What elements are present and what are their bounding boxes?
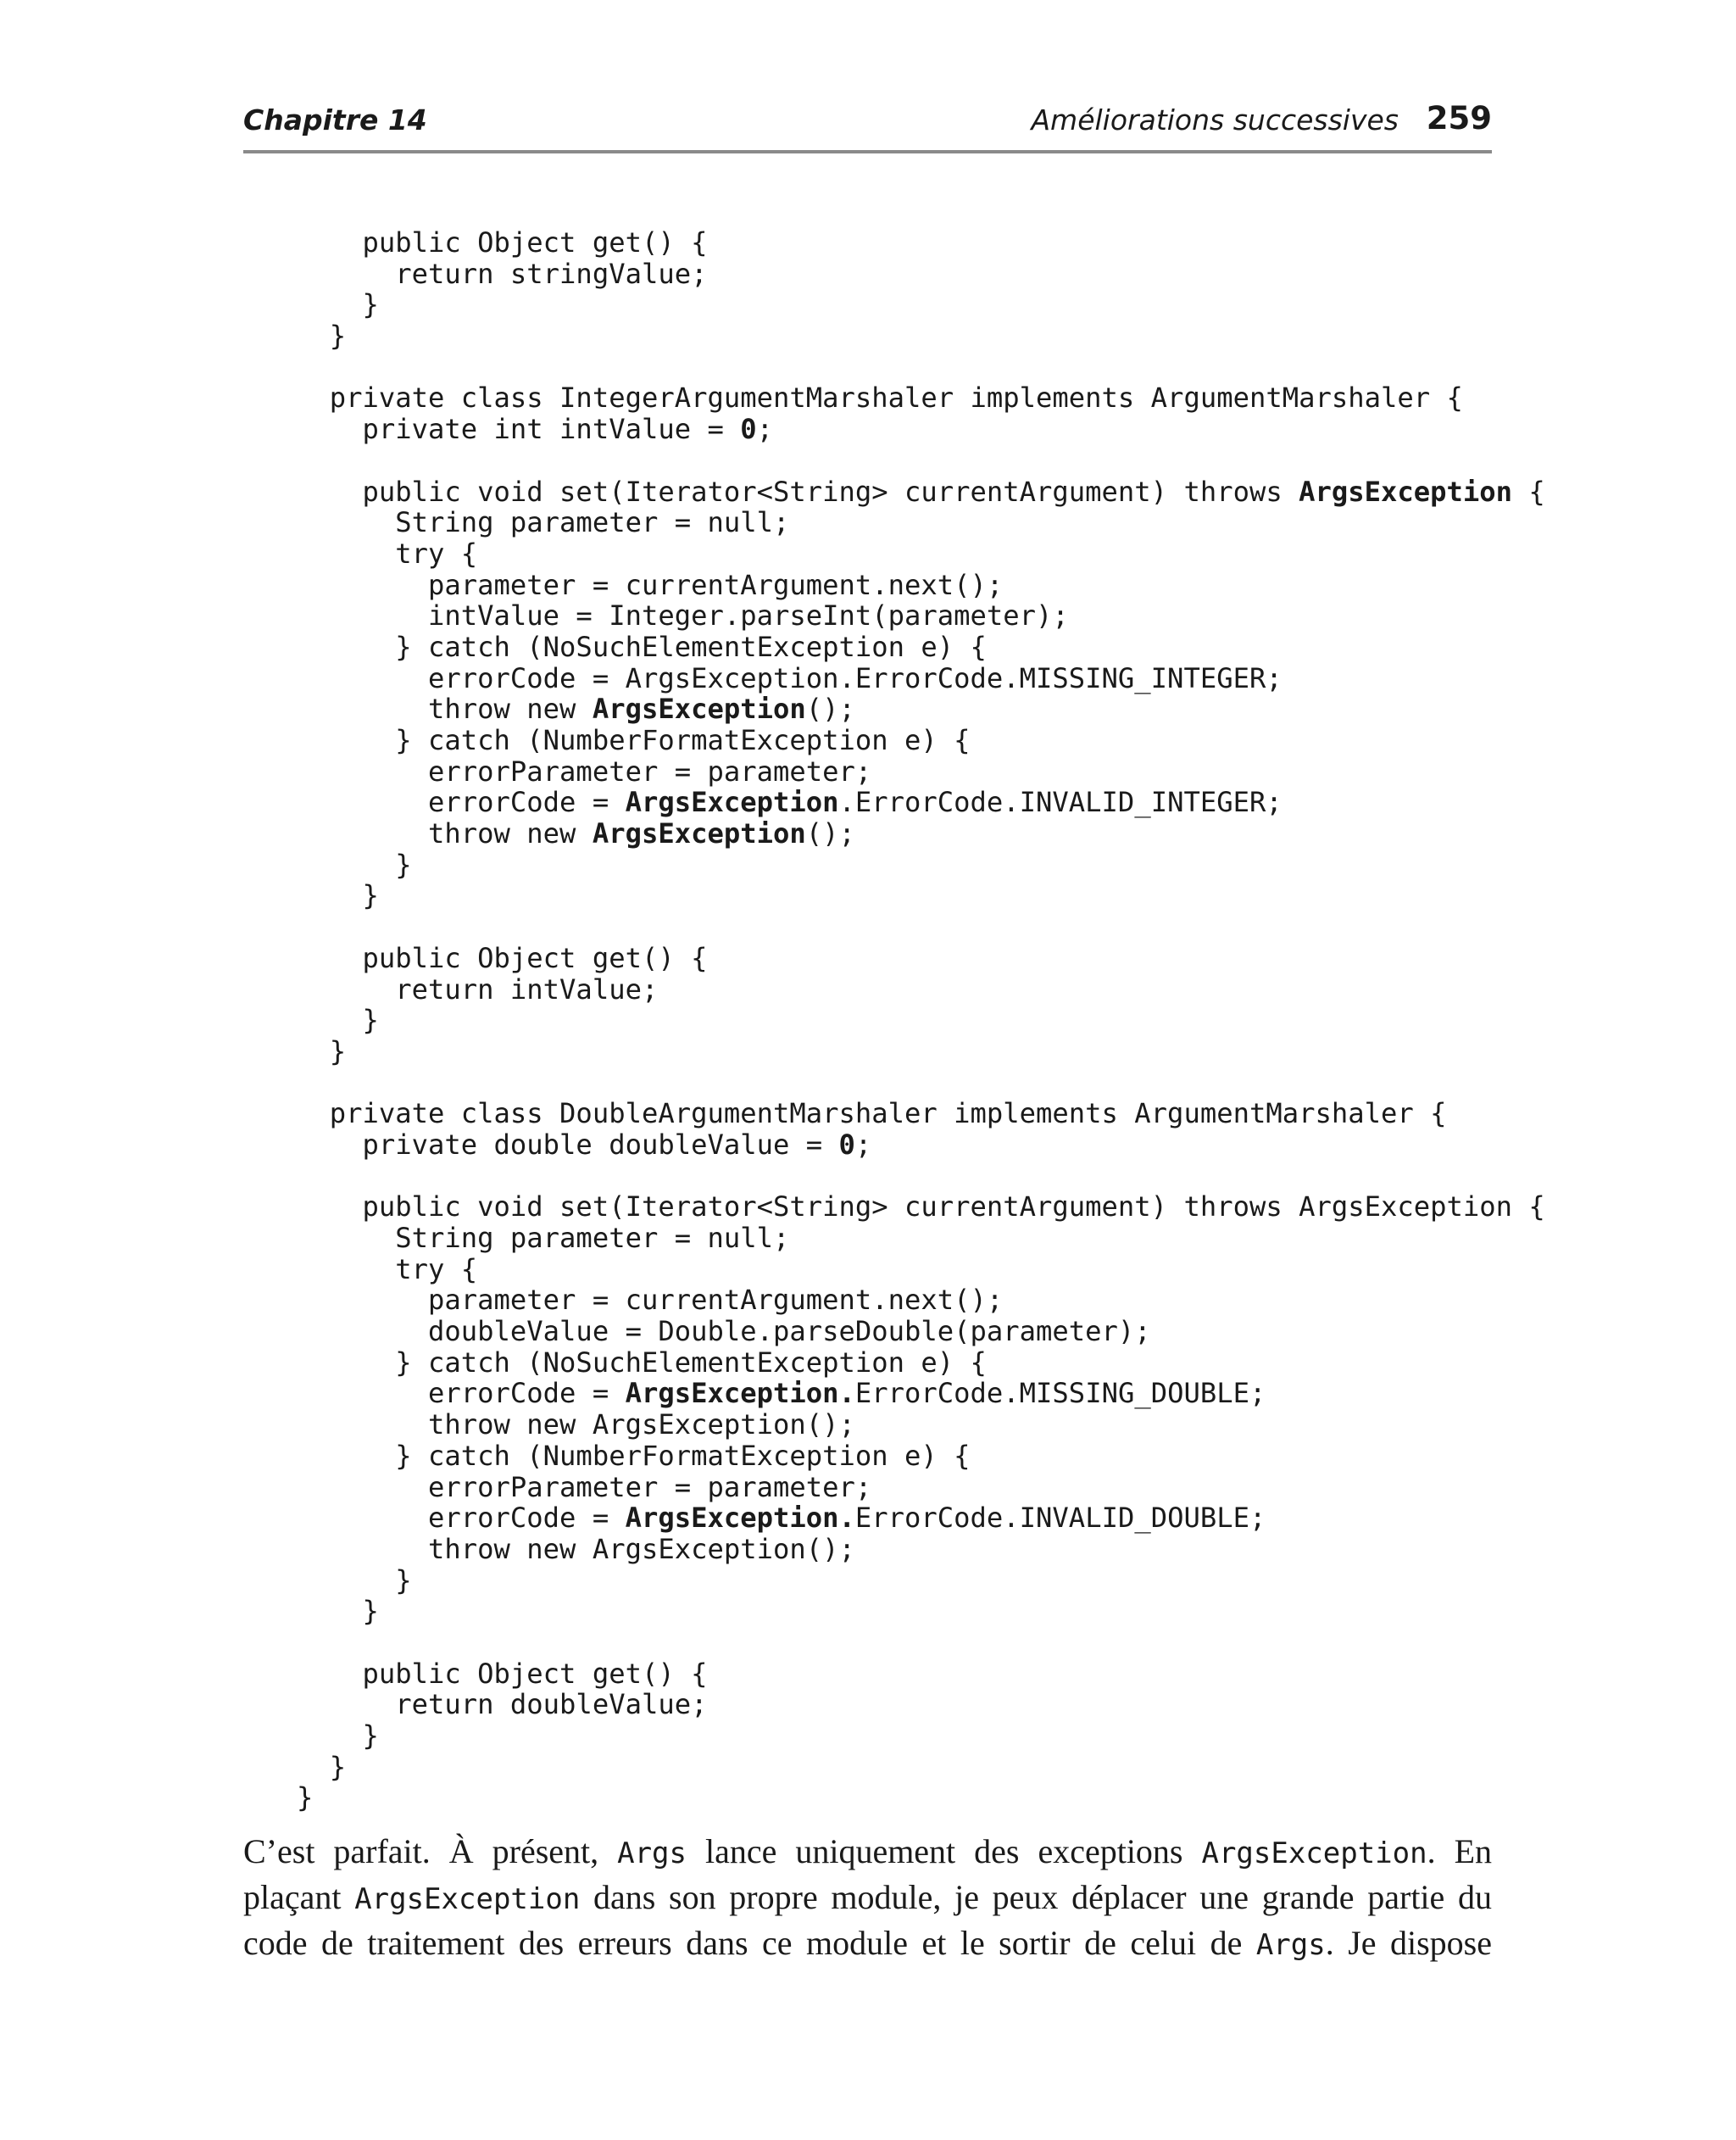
code-token: public void set(Iterator<String> currentArgument) throws ArgsException { [297,1190,1545,1223]
code-line [297,850,1545,881]
paragraph-text: code de traitement des erreurs dans ce module et le sortir de celui de [243,1924,1256,1962]
code-bold-token: ArgsException [592,693,806,726]
inline-code: ArgsException [354,1882,581,1916]
code-token: (); [805,693,855,726]
code-line [297,538,1545,570]
code-line [297,1223,1545,1254]
code-line [297,1005,1545,1036]
inline-code: Args [1255,1928,1326,1962]
code-token: } catch (NoSuchElementException e) { [297,630,987,663]
code-token: .ErrorCode.INVALID_INTEGER; [838,786,1283,819]
code-line [297,1347,1545,1379]
code-token: } [297,1034,347,1067]
code-token: public Object get() { [297,941,708,974]
inline-code: ArgsException [1201,1836,1427,1870]
code-line [297,259,1545,290]
code-token: public void set(Iterator<String> currentArgument) throws [297,475,1299,508]
code-line [297,1191,1545,1223]
code-line [297,1565,1545,1597]
code-line [297,1689,1545,1720]
paragraph-text: dans son propre module, je peux déplacer une grande partie du [580,1878,1493,1916]
code-line [297,1254,1545,1285]
code-line [297,1441,1545,1472]
code-token: String parameter = null; [297,506,790,539]
code-token: try { [297,1252,478,1285]
code-token: throw new [297,817,593,850]
code-line [297,943,1545,974]
code-line [297,911,1545,943]
code-token: throw new ArgsException(); [297,1408,855,1441]
code-token: errorParameter = parameter; [297,755,872,788]
code-line [297,1129,1545,1161]
code-token: public Object get() { [297,1657,708,1690]
code-line [297,1378,1545,1409]
code-line [297,1752,1545,1783]
page-number: 259 [1426,100,1492,137]
chapter-label: Chapitre 14 [243,103,427,137]
code-token: } [297,1563,412,1597]
code-token: parameter = currentArgument.next(); [297,1284,1004,1317]
code-line [297,1658,1545,1690]
code-token: } [297,1719,379,1752]
code-bold-token: ArgsException [625,786,839,819]
code-token: { [1512,475,1545,508]
running-header [243,100,1492,139]
code-line [297,1596,1545,1627]
code-token: } catch (NumberFormatException e) { [297,724,971,756]
code-token: String parameter = null; [297,1222,790,1254]
code-line [297,725,1545,756]
code-line [297,1782,1545,1814]
code-token: } [297,879,379,912]
code-line [297,445,1545,476]
paragraph-line [243,1830,1492,1875]
code-token: ; [756,413,774,446]
code-token: } catch (NumberFormatException e) { [297,1439,971,1472]
code-line [297,787,1545,818]
code-token: intValue = Integer.parseInt(parameter); [297,599,1069,633]
code-line [297,1036,1545,1067]
code-token: private int intValue = [297,413,741,446]
code-line [297,320,1545,352]
code-token: } [297,288,379,321]
paragraph-text: . Je dispose [1325,1924,1492,1962]
code-token: public Object get() { [297,226,708,259]
code-token: try { [297,537,478,570]
paragraph-text: lance uniquement des exceptions [687,1832,1202,1870]
code-line [297,1067,1545,1099]
paragraph-line [243,1875,1492,1921]
paragraph-text: C’est parfait. À présent, [243,1832,618,1870]
code-token: ErrorCode.MISSING_DOUBLE; [854,1377,1266,1410]
code-line [297,1161,1545,1192]
code-token: errorCode = [297,786,626,819]
code-line [297,1627,1545,1658]
code-token: errorCode = ArgsException.ErrorCode.MISSING_INTEGER; [297,661,1283,694]
code-bold-token: ArgsException. [625,1502,855,1535]
code-line [297,414,1545,445]
code-token: errorCode = [297,1502,626,1535]
code-token: return stringValue; [297,257,708,290]
code-bold-token: ArgsException. [625,1377,855,1410]
inline-code: Args [617,1836,687,1870]
code-line [297,570,1545,601]
code-line [297,632,1545,663]
code-line [297,756,1545,788]
code-line [297,818,1545,850]
code-token: private class IntegerArgumentMarshaler implements ArgumentMarshaler { [297,382,1463,415]
code-bold-token: ArgsException [592,817,806,850]
paragraph-text: . En [1427,1832,1493,1870]
code-token: private class DoubleArgumentMarshaler implements ArgumentMarshaler { [297,1097,1447,1130]
code-line [297,1098,1545,1129]
code-line [297,1285,1545,1316]
code-token: } catch (NoSuchElementException e) { [297,1346,987,1379]
code-token: return intValue; [297,972,659,1006]
code-token: } [297,1004,379,1037]
code-line [297,507,1545,538]
code-line [297,352,1545,383]
code-line [297,382,1545,414]
code-token: ErrorCode.INVALID_DOUBLE; [854,1502,1266,1535]
section-title: Améliorations successives [1031,103,1399,137]
code-listing [297,227,1545,1814]
code-line [297,600,1545,632]
code-line [297,880,1545,911]
code-token: throw new [297,693,593,726]
code-line [297,1534,1545,1565]
code-line [297,1502,1545,1534]
code-line [297,1316,1545,1347]
code-bold-token: 0 [740,413,757,446]
code-token: parameter = currentArgument.next(); [297,568,1004,601]
code-token: } [297,1595,379,1628]
code-bold-token: ArgsException [1299,475,1513,508]
code-line [297,289,1545,320]
code-line [297,1720,1545,1752]
code-token: } [297,848,412,881]
code-token: return doubleValue; [297,1688,708,1721]
code-bold-token: 0 [838,1128,855,1161]
paragraph-line [243,1921,1492,1967]
code-line [297,974,1545,1006]
body-paragraph [243,1830,1492,1967]
code-token: } [297,1781,314,1814]
code-line [297,227,1545,259]
code-token: ; [854,1128,872,1161]
code-line [297,1472,1545,1503]
code-line [297,663,1545,694]
code-line [297,694,1545,725]
code-token: } [297,320,347,353]
code-token: (); [805,817,855,850]
code-token: errorCode = [297,1377,626,1410]
code-line [297,476,1545,508]
code-token: private double doubleValue = [297,1128,839,1161]
code-token: } [297,1750,347,1783]
header-rule [243,150,1492,153]
code-token: throw new ArgsException(); [297,1532,855,1565]
paragraph-text: plaçant [243,1878,355,1916]
code-token: errorParameter = parameter; [297,1470,872,1503]
code-token: doubleValue = Double.parseDouble(parameter); [297,1315,1151,1348]
code-line [297,1409,1545,1441]
